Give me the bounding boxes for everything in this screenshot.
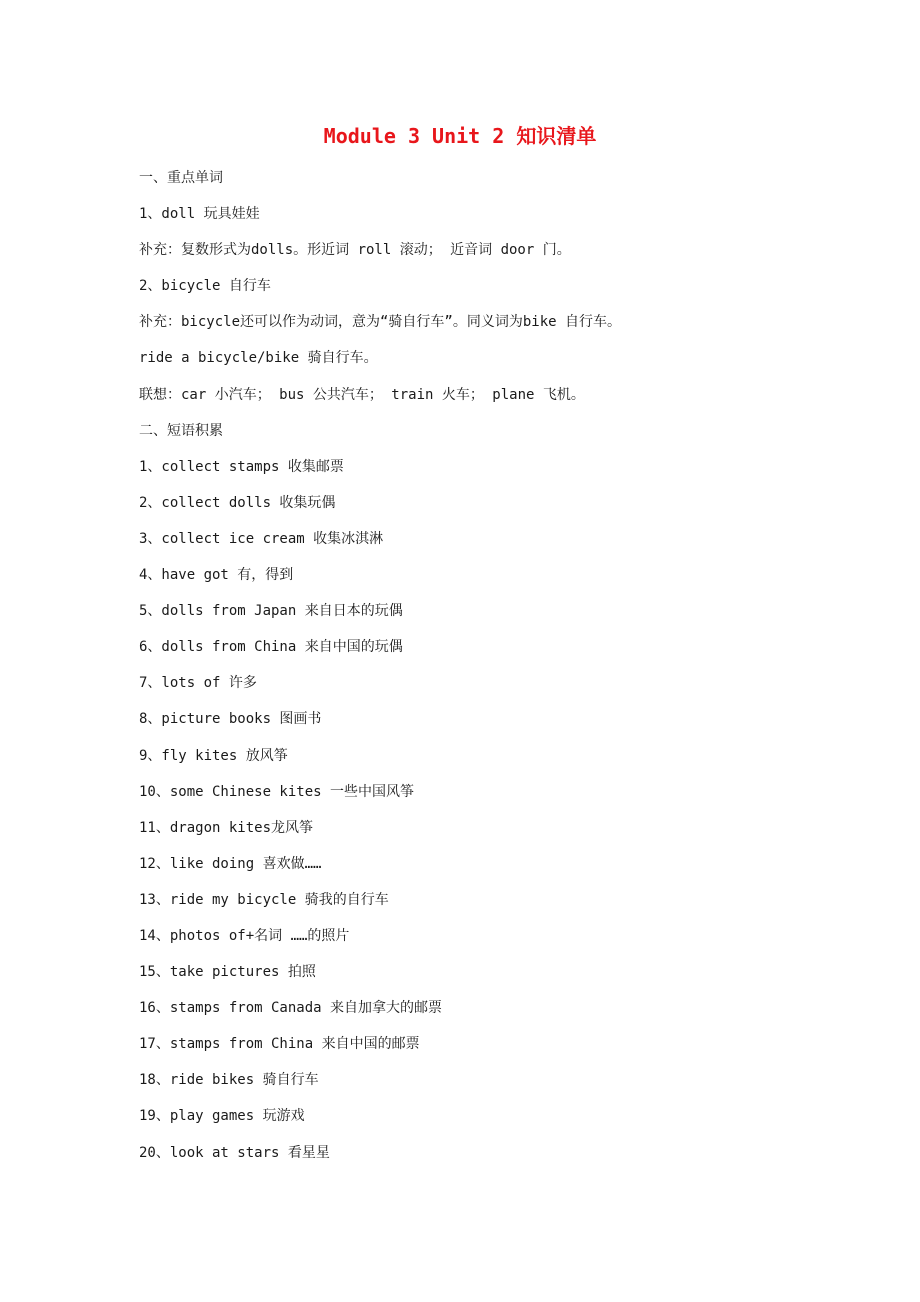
list-item: 2、bicycle 自行车	[139, 278, 271, 295]
list-item: 15、take pictures 拍照	[139, 964, 316, 981]
list-item: 1、doll 玩具娃娃	[139, 206, 260, 223]
list-item: 3、collect ice cream 收集冰淇淋	[139, 530, 384, 547]
document-title: Module 3 Unit 2 知识清单	[323, 124, 597, 148]
list-item: 16、stamps from Canada 来自加拿大的邮票	[139, 1000, 443, 1017]
list-item: 4、have got 有，得到	[139, 567, 294, 584]
list-item: 13、ride my bicycle 骑我的自行车	[139, 891, 389, 908]
list-item: 1、collect stamps 收集邮票	[139, 458, 344, 475]
list-item: 11、dragon kites龙风筝	[139, 819, 314, 836]
supplement-note: 补充：bicycle还可以作为动词，意为“骑自行车”。同义词为bike 自行车。	[139, 314, 622, 331]
list-item: 5、dolls from Japan 来自日本的玩偶	[139, 603, 403, 620]
list-item: 18、ride bikes 骑自行车	[139, 1072, 319, 1089]
list-item: 20、look at stars 看星星	[139, 1144, 330, 1161]
section-heading-key-words: 一、重点单词	[139, 170, 223, 186]
list-item: 14、photos of+名词 ……的照片	[139, 927, 350, 944]
list-item: 6、dolls from China 来自中国的玩偶	[139, 639, 403, 656]
list-item: 7、lots of 许多	[139, 675, 257, 692]
association-note: 联想：car 小汽车； bus 公共汽车； train 火车； plane 飞机。	[139, 386, 585, 403]
list-item: 9、fly kites 放风筝	[139, 747, 288, 764]
supplement-note: 补充：复数形式为dolls。形近词 roll 滚动； 近音词 door 门。	[139, 242, 571, 259]
list-item: 10、some Chinese kites 一些中国风筝	[139, 783, 415, 800]
list-item: 2、collect dolls 收集玩偶	[139, 494, 336, 511]
list-item: 17、stamps from China 来自中国的邮票	[139, 1036, 420, 1053]
list-item: 19、play games 玩游戏	[139, 1108, 305, 1125]
document-body	[139, 165, 839, 1176]
list-item: 12、like doing 喜欢做……	[139, 855, 322, 872]
section-heading-phrases: 二、短语积累	[139, 422, 223, 439]
example-line: ride a bicycle/bike 骑自行车。	[139, 350, 378, 367]
list-item: 8、picture books 图画书	[139, 711, 322, 728]
